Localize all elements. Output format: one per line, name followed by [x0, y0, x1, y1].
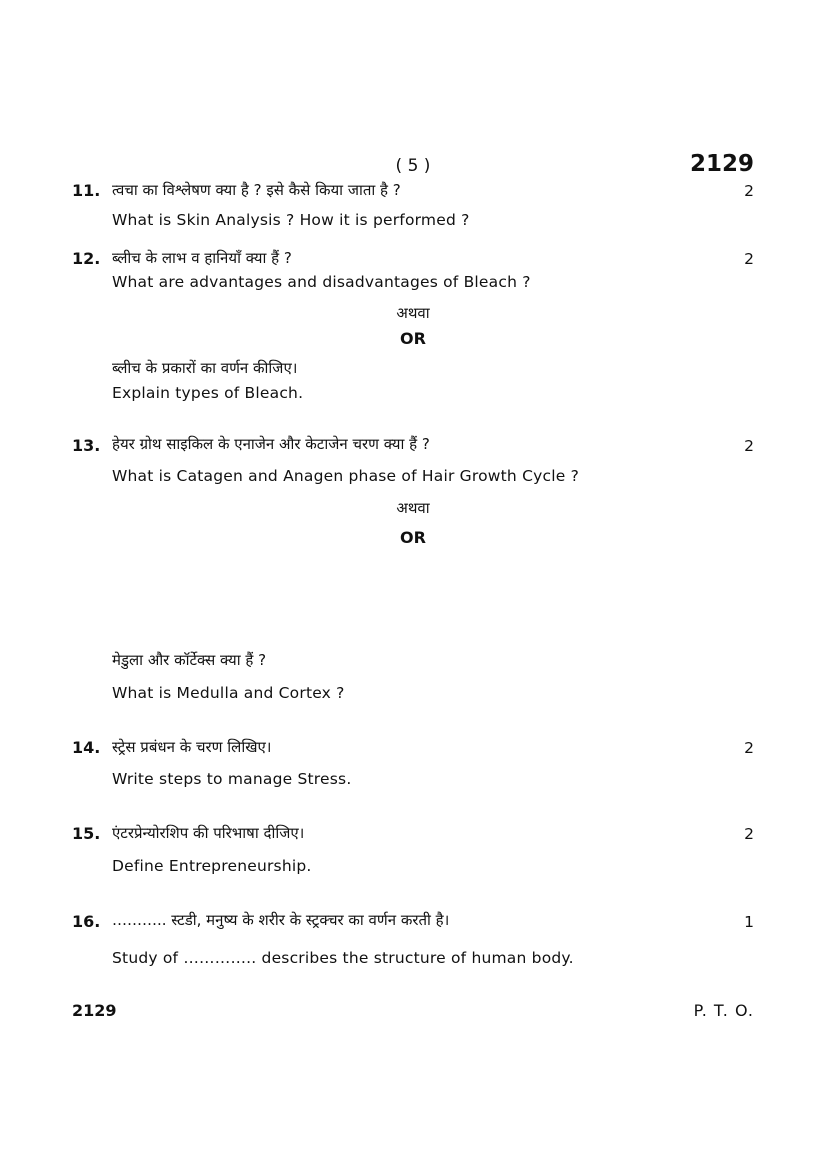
alternative-text-english: What is Medulla and Cortex ? [112, 684, 345, 702]
question-marks: 2 [744, 437, 754, 455]
question-number: 11. [72, 181, 101, 200]
question-text-hindi: त्वचा का विश्लेषण क्या है ? इसे कैसे किया जाता है ? [112, 181, 401, 199]
alternative-text-hindi: मेडुला और कॉर्टेक्स क्या हैं ? [112, 651, 267, 669]
question-text-english: What are advantages and disadvantages of Bleach ? [112, 273, 531, 291]
alternative-text-english: Explain types of Bleach. [112, 384, 304, 402]
question-text-english: Study of ………….. describes the structure of human body. [112, 949, 574, 967]
question-text-english: Define Entrepreneurship. [112, 857, 312, 875]
question-text-hindi: स्ट्रेस प्रबंधन के चरण लिखिए। [112, 738, 272, 756]
question-text-hindi: ……….. स्टडी, मनुष्य के शरीर के स्ट्रक्चर का वर्णन करती है। [112, 911, 450, 929]
question-text-hindi: एंटरप्रेन्योरशिप की परिभाषा दीजिए। [112, 824, 305, 842]
question-marks: 1 [744, 913, 754, 931]
question-text-english: What is Skin Analysis ? How it is performed ? [112, 211, 470, 229]
question-number: 13. [72, 436, 101, 455]
question-text-english: What is Catagen and Anagen phase of Hair Growth Cycle ? [112, 467, 579, 485]
question-number: 14. [72, 738, 101, 757]
question-number: 15. [72, 824, 101, 843]
question-marks: 2 [744, 250, 754, 268]
paper-code-header: 2129 [689, 151, 754, 177]
please-turn-over: P. T. O. [693, 1001, 754, 1020]
question-number: 16. [72, 912, 101, 931]
or-label-english: OR [400, 329, 426, 348]
question-number: 12. [72, 249, 101, 268]
or-label-hindi: अथवा [396, 304, 430, 322]
question-marks: 2 [744, 825, 754, 843]
alternative-text-hindi: ब्लीच के प्रकारों का वर्णन कीजिए। [112, 359, 298, 377]
question-marks: 2 [744, 739, 754, 757]
or-label-hindi: अथवा [396, 499, 430, 517]
question-marks: 2 [744, 182, 754, 200]
paper-code-footer: 2129 [72, 1001, 117, 1020]
page-number: ( 5 ) [395, 156, 431, 176]
or-label-english: OR [400, 528, 426, 547]
question-text-hindi: हेयर ग्रोथ साइकिल के एनाजेन और केटाजेन चरण क्या हैं ? [112, 435, 430, 453]
question-text-english: Write steps to manage Stress. [112, 770, 352, 788]
question-text-hindi: ब्लीच के लाभ व हानियाँ क्या हैं ? [112, 249, 292, 267]
